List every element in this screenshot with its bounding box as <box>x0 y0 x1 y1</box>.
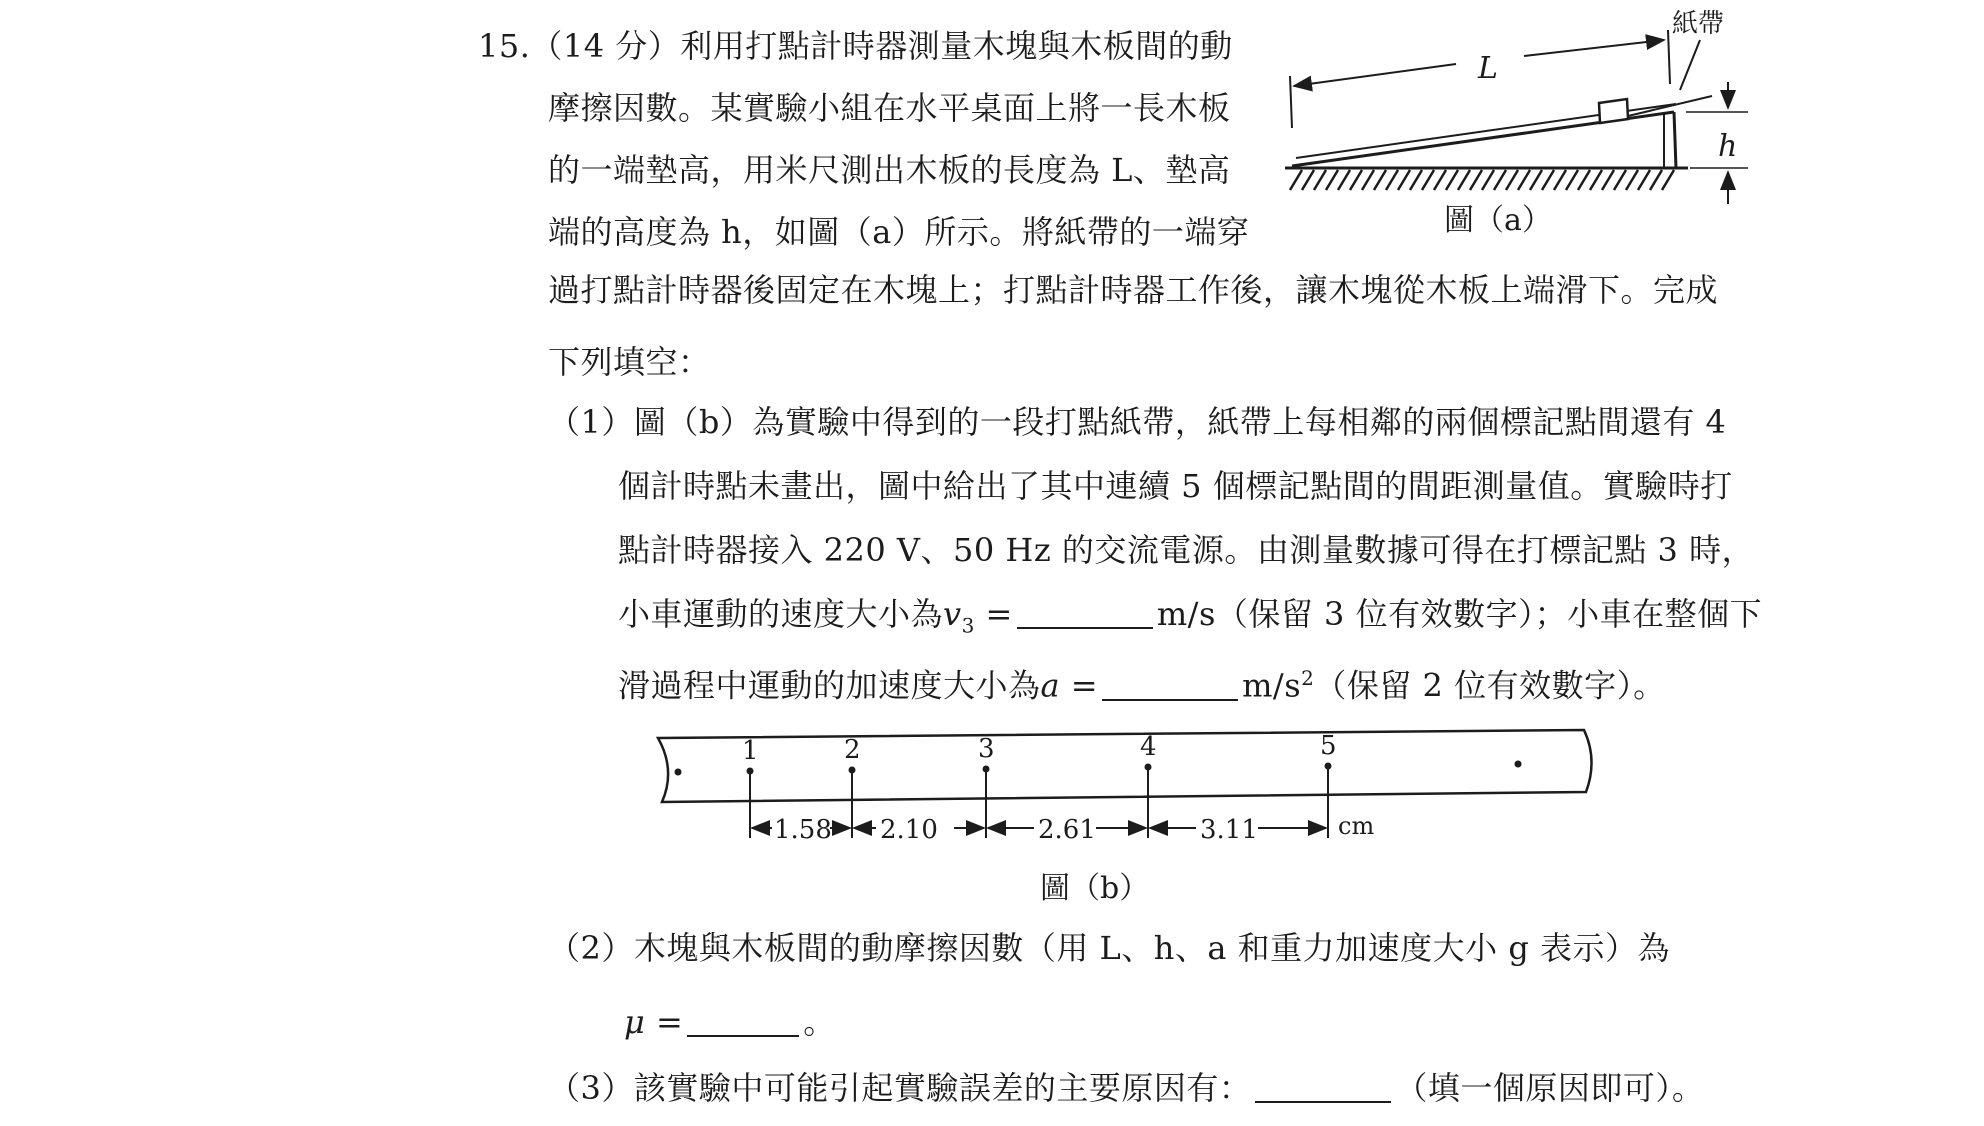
part1-line-4-post: m/s（保留 3 位有效數字）；小車在整個下 <box>1156 595 1763 633</box>
intro-line-1: 利用打點計時器測量木塊與木板間的動 <box>680 27 1233 65</box>
part1-line-1: （1）圖（b）為實驗中得到的一段打點紙帶，紙帶上每相鄰的兩個標記點間還有 4 <box>548 403 1727 441</box>
question-points: （14 分） <box>530 27 681 65</box>
part3-end: （填一個原因即可）。 <box>1395 1069 1705 1107</box>
part1-line-3: 點計時器接入 220 V、50 Hz 的交流電源。由測量數據可得在打標記點 3 時， <box>618 531 1755 569</box>
part1-line-2: 個計時點未畫出，圖中給出了其中連續 5 個標記點間的間距測量值。實驗時打 <box>618 467 1733 505</box>
point-label-2: 2 <box>844 735 861 765</box>
tape-mark-2 <box>849 767 856 774</box>
height-label: h <box>1718 129 1738 164</box>
figure-b-caption: 圖（b） <box>1040 871 1150 906</box>
point-label-3: 3 <box>978 734 995 764</box>
part1-line-5-post: （保留 2 位有效數字）。 <box>1314 666 1666 705</box>
part1-line-5-pre: 滑過程中運動的加速度大小為 <box>618 666 1041 705</box>
part2-line-1: （2）木塊與木板間的動摩擦因數（用 L、h、a 和重力加速度大小 g 表示）為 <box>548 929 1670 967</box>
part2-end: 。 <box>803 1003 836 1041</box>
tape-label: 紙帶 <box>1672 9 1725 39</box>
mu-answer-blank[interactable] <box>687 1005 799 1037</box>
distance-label-2: 2.10 <box>880 815 938 845</box>
tape-mark-4 <box>1145 764 1152 771</box>
acceleration-equals: = <box>1060 666 1099 705</box>
intro-line-3: 的一端墊高，用米尺測出木板的長度為 L、墊高 <box>548 151 1231 189</box>
distance-label-3: 2.61 <box>1038 815 1096 845</box>
velocity-equals: = <box>974 595 1013 633</box>
mu-symbol: μ <box>624 1003 646 1041</box>
velocity-subscript: 3 <box>961 613 975 638</box>
intro-line-6: 下列填空： <box>548 343 711 381</box>
part3-text: （3）該實驗中可能引起實驗誤差的主要原因有： <box>548 1069 1252 1107</box>
acceleration-unit: m/s <box>1242 666 1302 705</box>
paper-tape-strip <box>658 730 1592 802</box>
distance-label-4: 3.11 <box>1200 815 1258 845</box>
acceleration-symbol: a <box>1040 666 1061 705</box>
intro-line-4: 端的高度為 h，如圖（a）所示。將紙帶的一端穿 <box>548 213 1250 251</box>
intro-line-2: 摩擦因數。某實驗小組在水平桌面上將一長木板 <box>548 89 1231 127</box>
error-reason-blank[interactable] <box>1255 1071 1391 1103</box>
tape-dot-end <box>1515 761 1522 768</box>
tape-mark-5 <box>1325 763 1332 770</box>
point-label-4: 4 <box>1140 732 1157 762</box>
intro-line-5: 過打點計時器後固定在木塊上；打點計時器工作後，讓木塊從木板上端滑下。完成 <box>548 271 1719 309</box>
figure-a-caption: 圖（a） <box>1444 203 1552 238</box>
distance-unit: cm <box>1338 812 1375 840</box>
point-label-5: 5 <box>1320 731 1337 761</box>
acceleration-unit-power: 2 <box>1301 666 1315 690</box>
tape-dot-start <box>675 769 682 776</box>
velocity-symbol: v <box>943 595 962 633</box>
length-label: L <box>1478 51 1498 86</box>
mu-equals: = <box>645 1003 684 1041</box>
distance-label-1: 1.58 <box>774 815 832 845</box>
part2-line-2 <box>624 1000 836 1044</box>
point-label-1: 1 <box>742 736 759 766</box>
part3-line-1 <box>548 1066 1704 1110</box>
part1-line-4-pre: 小車運動的速度大小為 <box>618 595 944 633</box>
question-number-text: 15. <box>478 27 531 65</box>
tape-mark-3 <box>983 766 990 773</box>
tape-mark-1 <box>747 768 754 775</box>
